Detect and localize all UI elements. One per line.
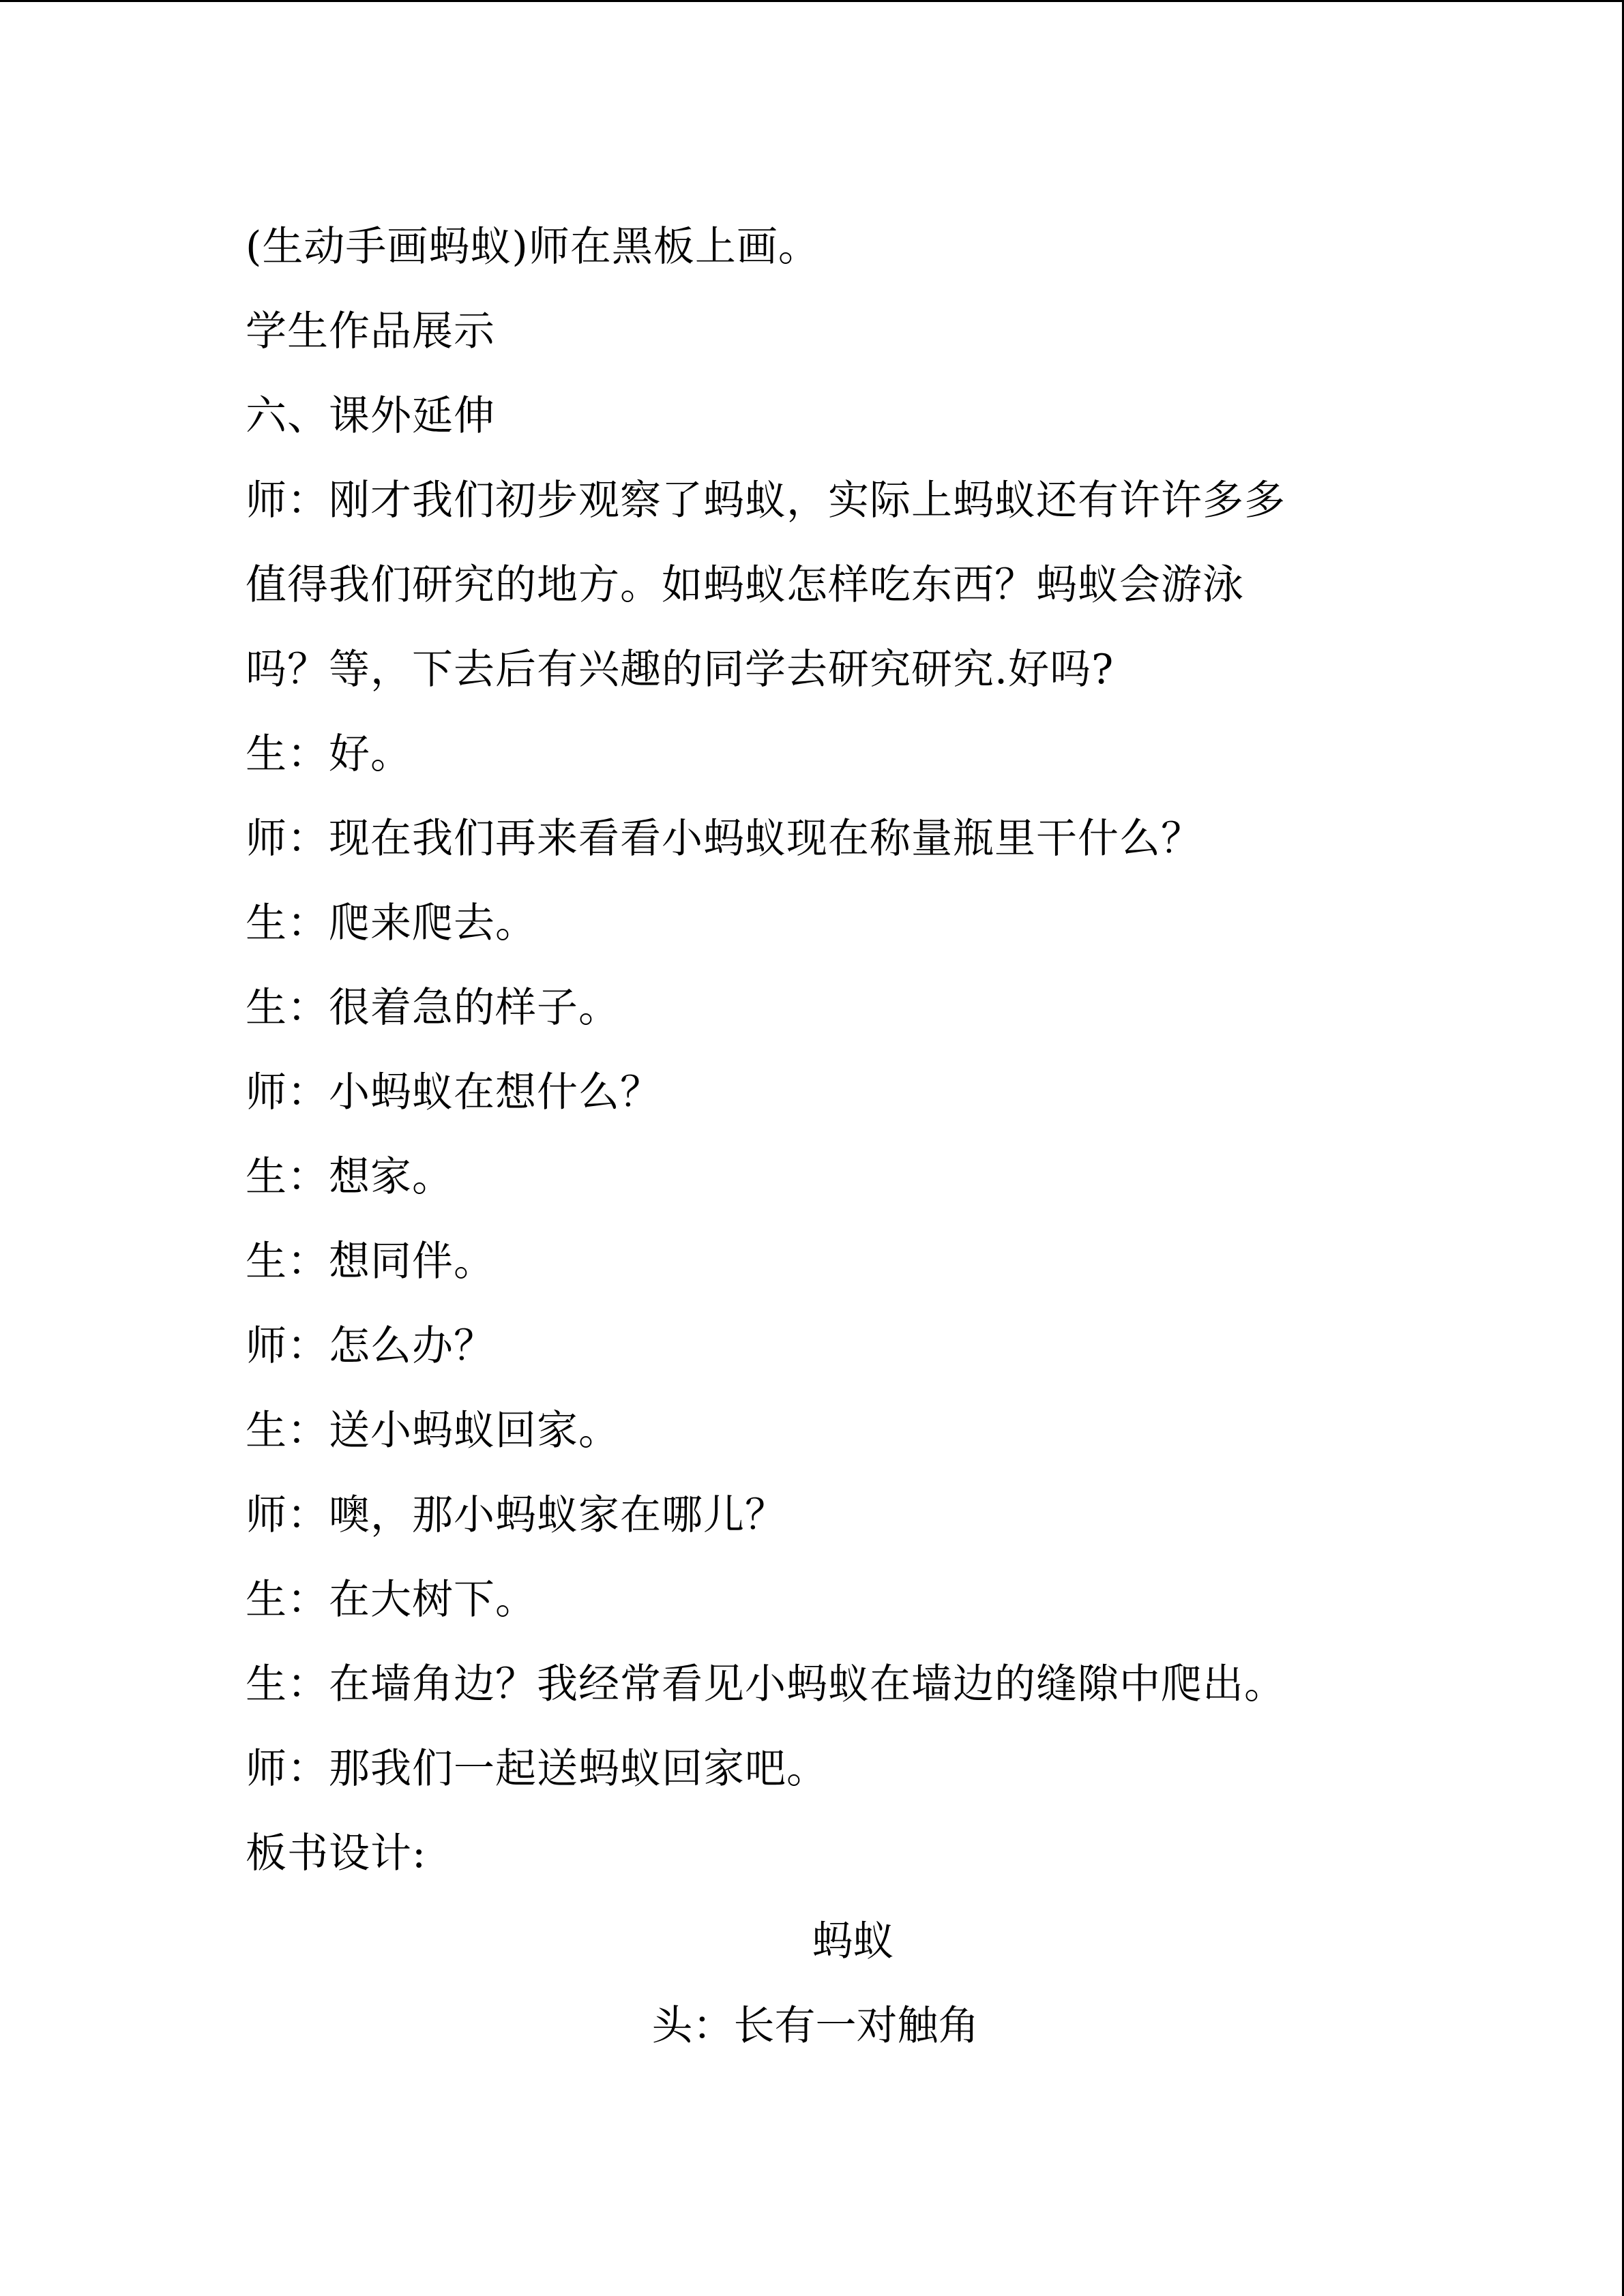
top-border-line <box>0 0 1624 2</box>
text-line: 师：刚才我们初步观察了蚂蚁，实际上蚂蚁还有许许多多 <box>246 477 1286 524</box>
board-design-label: 板书设计: <box>246 1830 427 1877</box>
text-line: 师：噢，那小蚂蚁家在哪儿？ <box>246 1491 786 1539</box>
text-line: 师：现在我们再来看看小蚂蚁现在称量瓶里干什么？ <box>246 815 1202 863</box>
text-line: 生：想同伴。 <box>246 1238 495 1285</box>
text-line: (生动手画蚂蚁)师在黑板上画。 <box>246 223 820 271</box>
section-heading: 六、课外延伸 <box>246 392 495 440</box>
text-line: 生：在大树下。 <box>246 1576 537 1624</box>
text-line: 生：在墙角边？我经常看见小蚂蚁在墙边的缝隙中爬出。 <box>246 1660 1286 1708</box>
text-line: 生：好。 <box>246 730 412 778</box>
text-line: 学生作品展示 <box>246 308 495 355</box>
text-line: 生：很着急的样子。 <box>246 984 620 1032</box>
text-line: 吗？等，下去后有兴趣的同学去研究研究.好吗? <box>246 646 1114 694</box>
text-line: 生：想家。 <box>246 1153 454 1201</box>
text-line: 师：怎么办？ <box>246 1322 495 1370</box>
lesson-transcript <box>246 205 1405 1896</box>
text-line: 师：小蚂蚁在想什么？ <box>246 1069 662 1116</box>
board-title: 蚂蚁 <box>812 1918 894 1965</box>
board-line: 头：长有一对触角 <box>651 2002 979 2050</box>
text-line: 值得我们研究的地方。如蚂蚁怎样吃东西？蚂蚁会游泳 <box>246 561 1244 609</box>
text-line: 生：送小蚂蚁回家。 <box>246 1407 620 1455</box>
text-line: 生：爬来爬去。 <box>246 899 537 947</box>
text-line: 师：那我们一起送蚂蚁回家吧。 <box>246 1745 828 1793</box>
